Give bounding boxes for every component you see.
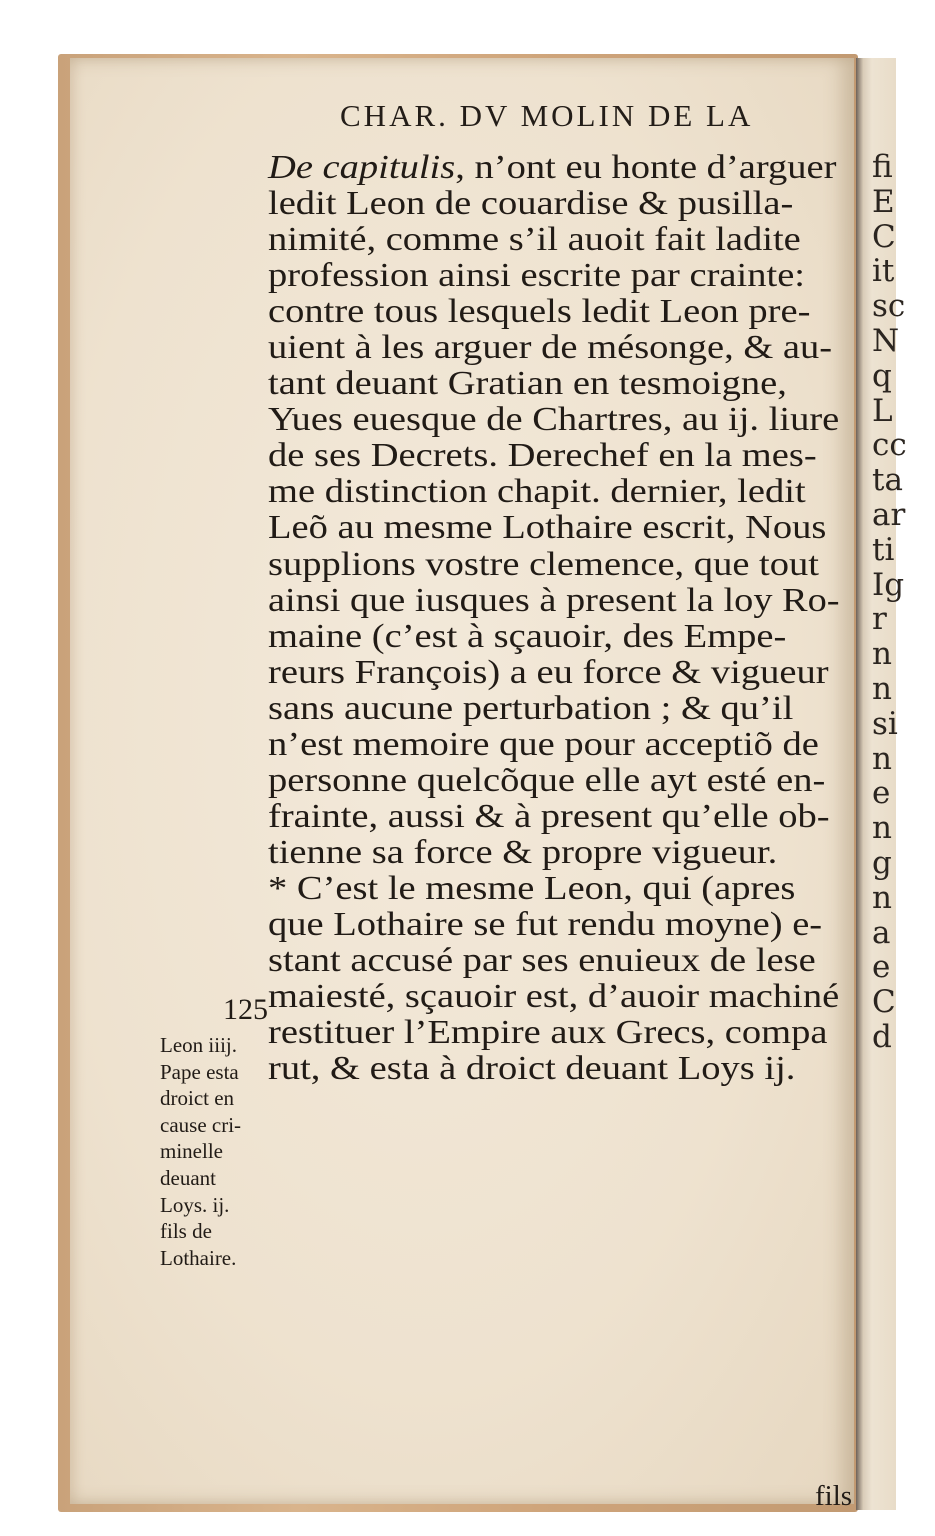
marginal-note-line: Pape esta <box>160 1059 239 1084</box>
text-line: frainte, aussi & à present qu’elle ob- <box>268 797 830 835</box>
running-head: CHAR. DV MOLIN DE LA <box>340 98 754 133</box>
marginal-note-line: minelle <box>160 1139 223 1164</box>
facing-fragment: C <box>872 218 896 255</box>
facing-fragment: n <box>872 740 892 777</box>
text-line: sans aucune perturbation ; & qu’il <box>268 689 794 727</box>
facing-fragment: n <box>872 879 892 916</box>
facing-fragment: d <box>872 1018 892 1055</box>
text-line: supplions vostre clemence, que tout <box>268 545 820 583</box>
facing-fragment: L <box>872 392 893 429</box>
text-line: stant accusé par ses enuieux de lese <box>268 942 816 980</box>
marginal-note-line: cause cri- <box>160 1112 242 1137</box>
marginal-note-line: Loys. ij. <box>160 1192 230 1217</box>
marginal-note-line: Leon iiij. <box>160 1033 237 1057</box>
text-line: Yues euesque de Chartres, au ij. liure <box>268 401 840 439</box>
text-line: contre tous lesquels ledit Leon pre- <box>268 293 811 331</box>
text-line: rut, & esta à droict deuant Loys ij. <box>268 1050 796 1088</box>
facing-fragment: e <box>872 949 891 986</box>
text-line: ainsi que iusques à present la loy Ro- <box>268 581 840 619</box>
incipit-italic: De capitulis <box>268 149 456 186</box>
facing-fragment: C <box>872 984 896 1021</box>
text-line: n’est memoire que pour acceptiõ de <box>268 725 819 763</box>
text-line: Leõ au mesme Lothaire escrit, Nous <box>268 509 827 547</box>
facing-fragment: r <box>872 601 887 638</box>
marginal-note-line: droict en <box>160 1086 235 1111</box>
text-line: maine (c’est à sçauoir, des Empe- <box>268 617 787 655</box>
facing-fragment: n <box>872 810 892 847</box>
facing-fragment: ti <box>872 531 895 568</box>
facing-fragment: n <box>872 636 892 673</box>
text-line: de ses Decrets. Derechef en la mes- <box>268 437 817 475</box>
facing-fragment: it <box>872 253 895 290</box>
facing-fragment: a <box>872 914 891 951</box>
text-line: ledit Leon de couardise & pusilla- <box>268 185 794 223</box>
text-line <box>268 150 935 186</box>
margin-number: 125 <box>223 993 268 1026</box>
text-line: que Lothaire se fut rendu moyne) e- <box>268 905 823 943</box>
text-line: * C’est le mesme Leon, qui (apres <box>268 869 796 907</box>
text-line: nimité, comme s’il auoit fait ladite <box>268 221 801 259</box>
text-line: profession ainsi escrite par crainte: <box>268 257 806 295</box>
text-line: restituer l’Empire aux Grecs, compa <box>268 1014 828 1052</box>
facing-fragment: ar <box>872 496 906 533</box>
marginal-note <box>160 1032 270 1271</box>
marginal-note-line: fils de <box>160 1219 212 1244</box>
main-text-block <box>268 150 848 1087</box>
text-line: reurs François) a eu force & vigueur <box>268 653 829 691</box>
facing-fragment: E <box>872 183 895 220</box>
text-line: maiesté, sçauoir est, d’auoir machiné <box>268 978 840 1016</box>
facing-fragment: si <box>872 705 898 742</box>
marginal-note-line: Lothaire. <box>160 1245 237 1270</box>
facing-fragment: sc <box>872 288 906 325</box>
marginal-note-line: deuant <box>160 1165 216 1190</box>
facing-fragment: q <box>872 357 892 394</box>
line-rest: , n’ont eu honte d’arguer <box>455 149 837 186</box>
text-line: tant deuant Gratian en tesmoigne, <box>268 365 787 403</box>
facing-fragment: e <box>872 775 891 812</box>
facing-fragment: n <box>872 670 892 707</box>
facing-fragment: ta <box>872 462 903 499</box>
facing-fragment: g <box>872 844 892 881</box>
catchword: fils <box>815 1480 853 1512</box>
text-line: personne quelcõque elle ayt esté en- <box>268 761 826 799</box>
text-line: tienne sa force & propre vigueur. <box>268 833 778 871</box>
facing-fragment: Ig <box>872 566 905 603</box>
facing-fragment: fi <box>872 149 893 185</box>
facing-fragment: cc <box>872 427 907 464</box>
text-line: uient à les arguer de mésonge, & au- <box>268 329 833 367</box>
facing-fragment: N <box>872 322 900 359</box>
text-line: me distinction chapit. dernier, ledit <box>268 473 806 511</box>
